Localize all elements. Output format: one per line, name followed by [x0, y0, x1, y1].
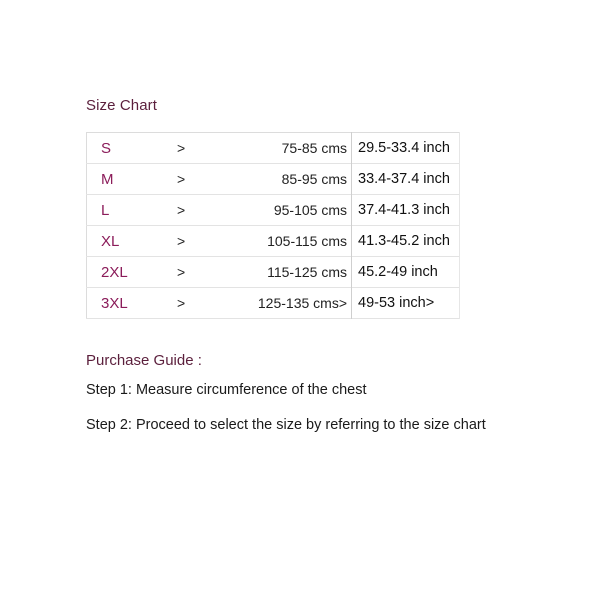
purchase-step-2: Step 2: Proceed to select the size by referring to the size chart	[86, 417, 486, 433]
cms-range: 115-125 cms	[267, 264, 347, 280]
size-chart-title: Size Chart	[86, 97, 158, 114]
size-label: 3XL	[101, 294, 128, 312]
table-row	[87, 288, 460, 319]
cms-range: 75-85 cms	[281, 140, 347, 156]
inch-range: 29.5-33.4 inch	[352, 133, 460, 164]
arrow-icon: >	[177, 140, 186, 156]
cms-range: 95-105 cms	[273, 202, 347, 218]
arrow-icon: >	[177, 264, 186, 280]
size-chart-table	[86, 132, 460, 319]
inch-range: 33.4-37.4 inch	[352, 164, 460, 195]
size-label: XL	[101, 232, 120, 250]
inch-range: 37.4-41.3 inch	[352, 195, 460, 226]
purchase-step-1: Step 1: Measure circumference of the chest	[86, 382, 367, 398]
table-row	[87, 226, 460, 257]
arrow-icon: >	[177, 202, 186, 218]
inch-range: 45.2-49 inch	[352, 257, 460, 288]
inch-range: 41.3-45.2 inch	[352, 226, 460, 257]
size-label: 2XL	[101, 263, 128, 281]
purchase-guide-title: Purchase Guide :	[86, 352, 202, 369]
cms-range: 85-95 cms	[281, 171, 347, 187]
size-label: S	[101, 139, 112, 157]
arrow-icon: >	[177, 295, 186, 311]
table-row	[87, 195, 460, 226]
cms-range: 125-135 cms>	[257, 295, 347, 311]
size-label: M	[101, 170, 114, 188]
table-row	[87, 133, 460, 164]
inch-range: 49-53 inch>	[352, 288, 460, 319]
size-label: L	[101, 201, 110, 219]
cms-range: 105-115 cms	[267, 233, 347, 249]
table-row	[87, 164, 460, 195]
arrow-icon: >	[177, 171, 186, 187]
arrow-icon: >	[177, 233, 186, 249]
table-row	[87, 257, 460, 288]
